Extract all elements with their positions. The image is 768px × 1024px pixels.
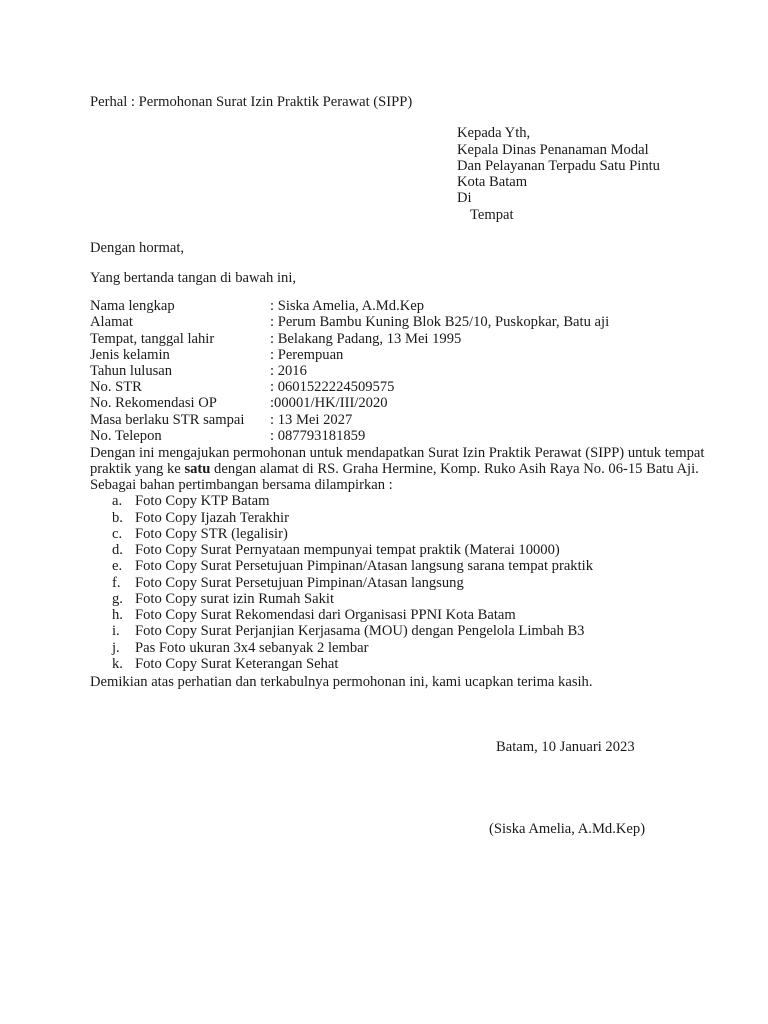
- identity-row: [0, 379, 768, 396]
- identity-row: [0, 412, 768, 429]
- list-marker: h.: [112, 607, 123, 623]
- identity-value: : Belakang Padang, 13 Mei 1995: [270, 331, 462, 347]
- list-item-text: Foto Copy surat izin Rumah Sakit: [135, 591, 335, 607]
- list-marker: i.: [112, 623, 120, 639]
- identity-value: : 087793181859: [270, 428, 366, 444]
- identity-value: : Siska Amelia, A.Md.Kep: [270, 298, 425, 314]
- identity-label: Masa berlaku STR sampai: [90, 412, 245, 428]
- list-item-text: Foto Copy Surat Persetujuan Pimpinan/Atasan langsung: [135, 575, 464, 591]
- list-item: [0, 493, 768, 510]
- list-item: [0, 526, 768, 543]
- request-text: dengan alamat di RS. Graha Hermine, Komp. Ruko Asih Raya No. 06-15 Batu Aji.: [210, 461, 699, 477]
- list-item: [0, 656, 768, 673]
- identity-label: No. Telepon: [90, 428, 162, 444]
- list-marker: e.: [112, 558, 123, 574]
- recipient-line: Tempat: [470, 207, 514, 223]
- request-line: Dengan ini mengajukan permohonan untuk mendapatkan Surat Izin Praktik Perawat (SIPP) untuk tempat: [90, 445, 705, 461]
- identity-label: Alamat: [90, 314, 133, 330]
- list-marker: j.: [112, 640, 120, 656]
- identity-value: : 0601522224509575: [270, 379, 395, 395]
- list-item: [0, 558, 768, 575]
- identity-label: Tahun lulusan: [90, 363, 173, 379]
- list-item: [0, 575, 768, 592]
- identity-value: : 13 Mei 2027: [270, 412, 353, 428]
- identity-row: [0, 395, 768, 412]
- identity-row: [0, 298, 768, 315]
- request-text: praktik yang ke: [90, 461, 185, 477]
- identity-label: Jenis kelamin: [90, 347, 170, 363]
- identity-value: : 2016: [270, 363, 307, 379]
- list-item-text: Foto Copy Surat Perjanjian Kerjasama (MOU) dengan Pengelola Limbah B3: [135, 623, 585, 639]
- identity-row: [0, 314, 768, 331]
- recipient-line: Kepada Yth,: [457, 125, 531, 141]
- identity-label: No. STR: [90, 379, 142, 395]
- list-item: [0, 510, 768, 527]
- place-date: Batam, 10 Januari 2023: [496, 739, 635, 755]
- recipient-line: Kota Batam: [457, 174, 528, 190]
- request-emphasis: satu: [184, 461, 211, 477]
- identity-label: No. Rekomendasi OP: [90, 395, 217, 411]
- identity-row: [0, 331, 768, 348]
- intro-text: Yang bertanda tangan di bawah ini,: [90, 270, 297, 286]
- request-line: Sebagai bahan pertimbangan bersama dilampirkan :: [90, 477, 393, 493]
- list-item-text: Foto Copy Surat Persetujuan Pimpinan/Atasan langsung sarana tempat praktik: [135, 558, 594, 574]
- identity-label: Nama lengkap: [90, 298, 175, 314]
- list-marker: b.: [112, 510, 123, 526]
- identity-row: [0, 428, 768, 445]
- recipient-line: Di: [457, 190, 472, 206]
- identity-value: :00001/HK/III/2020: [270, 395, 388, 411]
- list-item-text: Foto Copy Surat Pernyataan mempunyai tempat praktik (Materai 10000): [135, 542, 560, 558]
- list-marker: f.: [112, 575, 121, 591]
- list-marker: k.: [112, 656, 123, 672]
- list-marker: g.: [112, 591, 123, 607]
- closing-text: Demikian atas perhatian dan terkabulnya permohonan ini, kami ucapkan terima kasih.: [90, 674, 593, 690]
- list-item: [0, 607, 768, 624]
- identity-label: Tempat, tanggal lahir: [90, 331, 215, 347]
- list-item-text: Foto Copy Ijazah Terakhir: [135, 510, 289, 526]
- list-marker: a.: [112, 493, 123, 509]
- list-item-text: Foto Copy Surat Keterangan Sehat: [135, 656, 339, 672]
- greeting: Dengan hormat,: [90, 240, 185, 256]
- list-item-text: Foto Copy KTP Batam: [135, 493, 270, 509]
- recipient-line: Dan Pelayanan Terpadu Satu Pintu: [457, 158, 660, 174]
- identity-value: : Perempuan: [270, 347, 344, 363]
- list-marker: d.: [112, 542, 123, 558]
- list-item-text: Pas Foto ukuran 3x4 sebanyak 2 lembar: [135, 640, 369, 656]
- list-item: [0, 640, 768, 657]
- list-marker: c.: [112, 526, 123, 542]
- letter-subject: Perhal : Permohonan Surat Izin Praktik Perawat (SIPP): [90, 94, 413, 110]
- list-item-text: Foto Copy STR (legalisir): [135, 526, 288, 542]
- signature-name: (Siska Amelia, A.Md.Kep): [489, 821, 646, 837]
- identity-row: [0, 347, 768, 364]
- list-item-text: Foto Copy Surat Rekomendasi dari Organisasi PPNI Kota Batam: [135, 607, 516, 623]
- identity-row: [0, 363, 768, 380]
- request-line: [90, 461, 699, 478]
- list-item: [0, 591, 768, 608]
- list-item: [0, 623, 768, 640]
- list-item: [0, 542, 768, 559]
- recipient-line: Kepala Dinas Penanaman Modal: [457, 142, 649, 158]
- identity-value: : Perum Bambu Kuning Blok B25/10, Puskopkar, Batu aji: [270, 314, 610, 330]
